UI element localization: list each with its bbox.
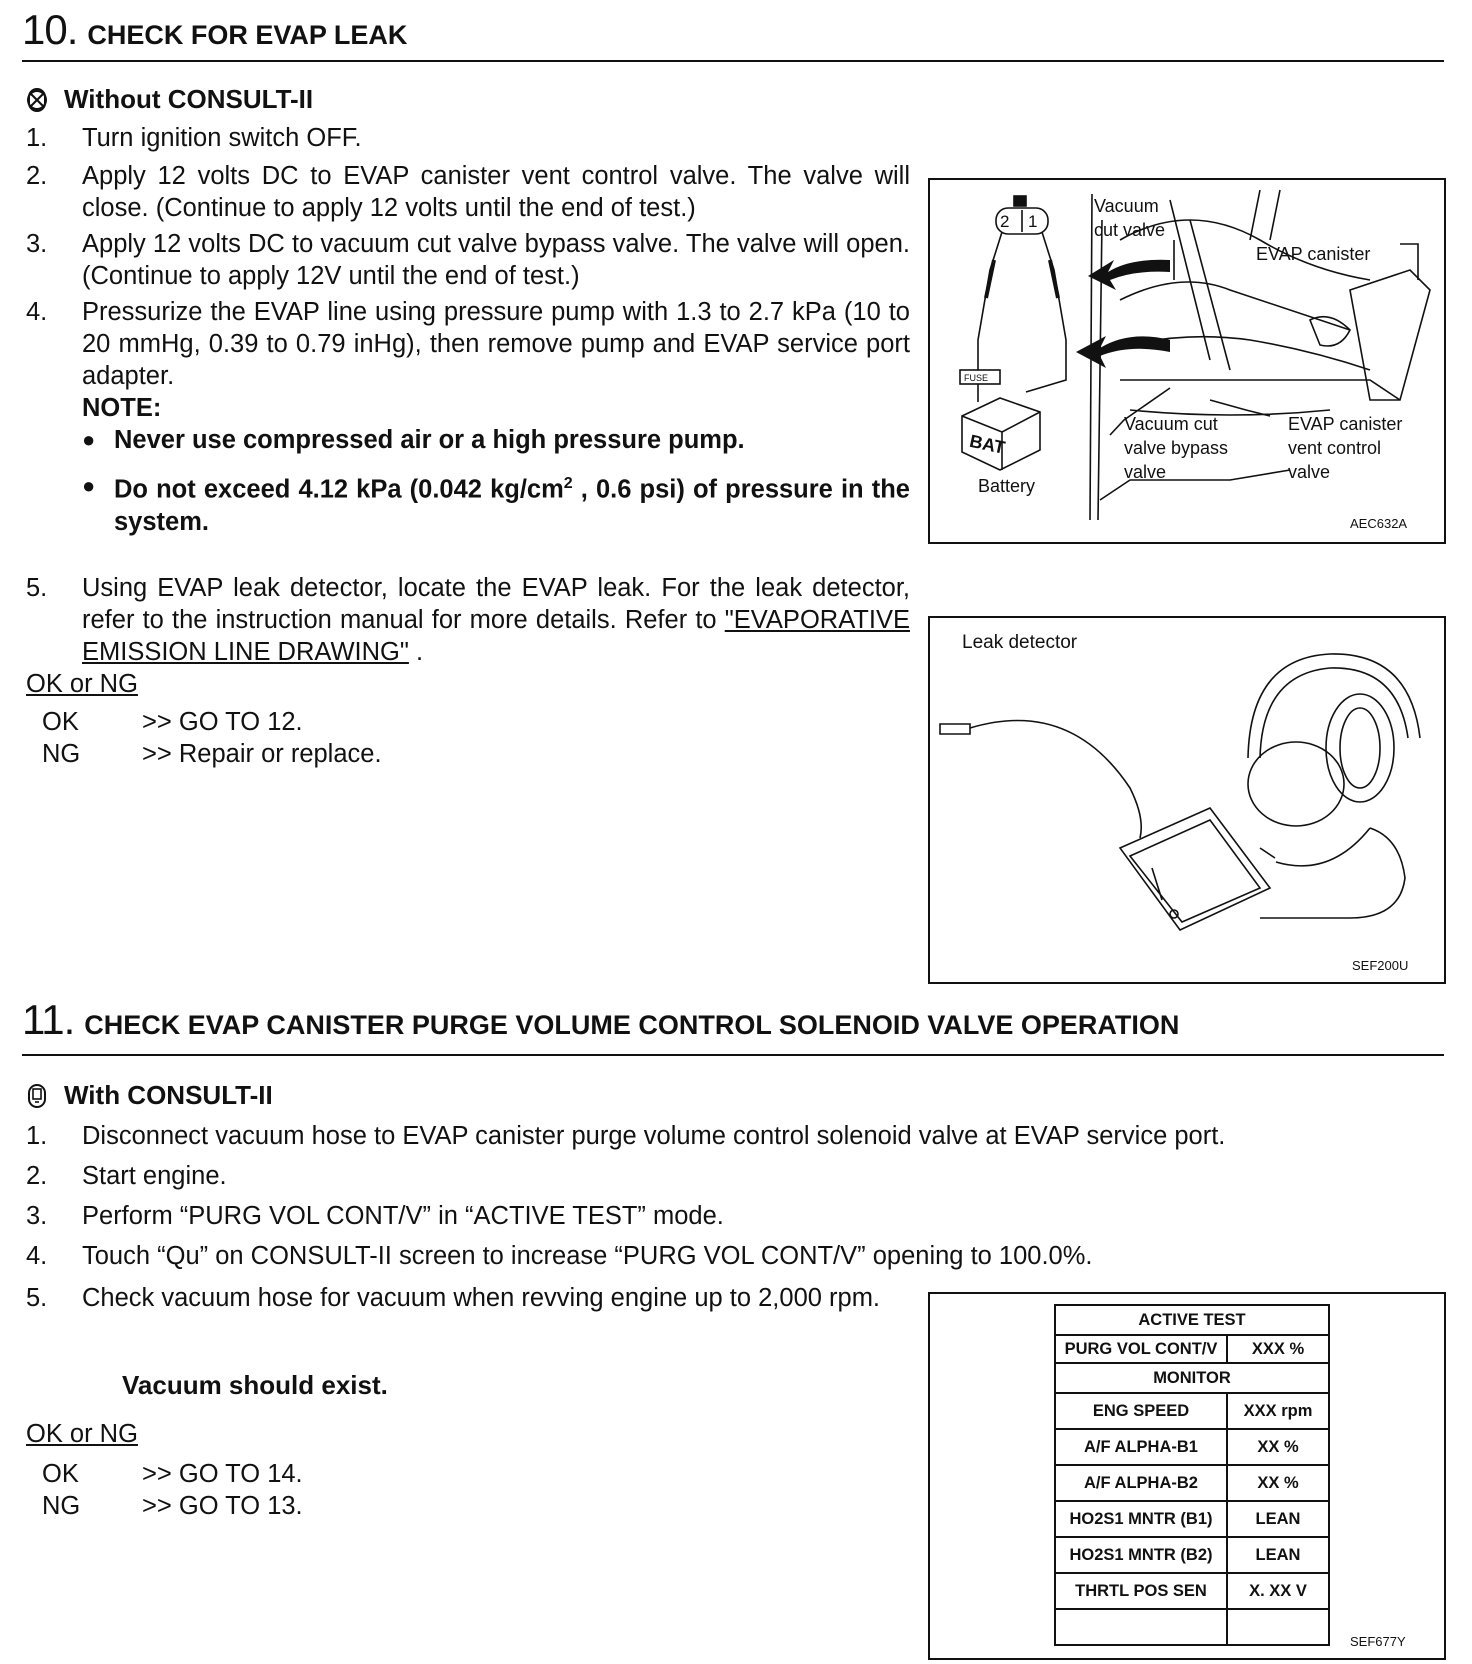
purg-value: XXX % <box>1227 1335 1329 1363</box>
step-number: 3. <box>26 1202 48 1230</box>
consult-icon <box>26 1083 48 1109</box>
list-item <box>26 296 910 392</box>
empty-cell <box>1227 1609 1329 1645</box>
step-text: Turn ignition switch OFF. <box>82 124 362 152</box>
label-leak-detector: Leak detector <box>962 632 1078 653</box>
list-item <box>26 1282 910 1314</box>
section-title: CHECK EVAP CANISTER PURGE VOLUME CONTROL SOLENOID VALVE OPERATION <box>84 1010 1180 1040</box>
spec-text: Vacuum should exist. <box>122 1370 388 1400</box>
ok-or-ng-label: OK or NG <box>26 670 138 698</box>
evap-line-drawing-link[interactable]: "EVAPORATIVE EMISSION LINE DRAWING" <box>82 606 910 666</box>
active-test-header: ACTIVE TEST <box>1055 1305 1329 1335</box>
bullet-text: Do not exceed 4.12 kPa (0.042 $kg/cm^2$ , 0.6 psi) of pressure in the system. <box>114 475 910 536</box>
result-ng: NG >> Repair or replace. <box>42 740 382 768</box>
active-test-table <box>1054 1304 1330 1646</box>
monitor-value: XX % <box>1227 1429 1329 1465</box>
step-number: 2. <box>26 162 48 190</box>
engine-bay-illustration <box>930 180 1444 542</box>
label-vacuum: Vacuum <box>1094 196 1159 216</box>
section-title: CHECK FOR EVAP LEAK <box>87 20 408 50</box>
step-text: Apply 12 volts DC to vacuum cut valve bypass valve. The valve will open. (Continue to apply 12V until the end of test.) <box>82 230 910 290</box>
note-label: NOTE: <box>82 394 162 422</box>
evap-canister-diagram <box>928 178 1446 544</box>
step-number: 1. <box>26 1122 48 1150</box>
connector-pin-1: 1 <box>1028 212 1038 231</box>
step-text: Apply 12 volts DC to EVAP canister vent control valve. The valve will close. (Continue to apply 12 volts until the end of test.) <box>82 162 910 222</box>
label-bat: BAT <box>967 430 1007 458</box>
leak-detector-figure <box>928 616 1446 984</box>
figure-code: AEC632A <box>1350 516 1408 531</box>
section-number: 10. <box>22 6 78 53</box>
list-item <box>26 1200 1446 1232</box>
step-text: Touch “Qu” on CONSULT-II screen to increase “PURG VOL CONT/V” opening to 100.0%. <box>82 1242 1093 1270</box>
bullet-text: Never use compressed air or a high pressure pump. <box>114 426 745 454</box>
label-vent-3: valve <box>1288 462 1331 482</box>
step-number: 5. <box>26 574 48 602</box>
result-ng: NG >> GO TO 13. <box>42 1492 303 1520</box>
figure-code: SEF200U <box>1352 958 1409 973</box>
list-item <box>26 1240 1446 1272</box>
divider <box>22 60 1444 62</box>
section-11-header <box>22 996 1179 1044</box>
label-evap-canister: EVAP canister <box>1256 244 1371 264</box>
subhead-text: With CONSULT-II <box>64 1080 273 1110</box>
list-item <box>26 1120 1446 1152</box>
monitor-label: A/F ALPHA-B1 <box>1055 1429 1227 1465</box>
monitor-value: XX % <box>1227 1465 1329 1501</box>
figure-code: SEF677Y <box>1350 1634 1406 1649</box>
label-bypass-3: valve <box>1124 462 1167 482</box>
step-number: 2. <box>26 1162 48 1190</box>
step-text: Pressurize the EVAP line using pressure pump with 1.3 to 2.7 kPa (10 to 20 mmHg, 0.39 to 0.79 inHg), then remove pump and EVAP service port adapter. <box>82 298 910 390</box>
note-bullet: ● Never use compressed air or a high pressure pump. <box>82 426 745 454</box>
step-number: 3. <box>26 230 48 258</box>
result-ok: OK >> GO TO 14. <box>42 1460 303 1488</box>
monitor-label: HO2S1 MNTR (B2) <box>1055 1537 1227 1573</box>
connector-pin-2: 2 <box>1000 212 1010 231</box>
label-cut-valve: cut valve <box>1094 220 1166 240</box>
monitor-label: HO2S1 MNTR (B1) <box>1055 1501 1227 1537</box>
without-consult-subhead <box>26 84 313 115</box>
monitor-header: MONITOR <box>1055 1363 1329 1393</box>
list-item <box>26 1160 1446 1192</box>
label-vent-1: EVAP canister <box>1288 414 1403 434</box>
step-number: 4. <box>26 1242 48 1270</box>
label-bypass-1: Vacuum cut <box>1124 414 1218 434</box>
step-number: 1. <box>26 124 48 152</box>
label-battery: Battery <box>978 476 1036 496</box>
list-item <box>26 228 910 292</box>
monitor-label: THRTL POS SEN <box>1055 1573 1227 1609</box>
leak-detector-illustration <box>930 618 1444 982</box>
step-text: Disconnect vacuum hose to EVAP canister purge volume control solenoid valve at EVAP service port. <box>82 1122 1226 1150</box>
list-item <box>26 160 910 224</box>
monitor-value: XXX rpm <box>1227 1393 1329 1429</box>
ok-or-ng-label: OK or NG <box>26 1420 138 1448</box>
monitor-value: LEAN <box>1227 1501 1329 1537</box>
label-fuse: FUSE <box>964 373 989 383</box>
label-bypass-2: valve bypass <box>1124 438 1229 458</box>
result-ok: OK >> GO TO 12. <box>42 708 303 736</box>
list-item <box>26 122 856 154</box>
active-test-screen-figure <box>928 1292 1446 1660</box>
monitor-value: LEAN <box>1227 1537 1329 1573</box>
empty-cell <box>1055 1609 1227 1645</box>
label-vent-2: vent control <box>1288 438 1382 458</box>
purg-label: PURG VOL CONT/V <box>1055 1335 1227 1363</box>
step-text: Check vacuum hose for vacuum when revving engine up to 2,000 rpm. <box>82 1284 881 1312</box>
step-number: 4. <box>26 298 48 326</box>
subhead-text: Without CONSULT-II <box>64 84 314 114</box>
monitor-value: X. XX V <box>1227 1573 1329 1609</box>
note-bullet: ● Do not exceed 4.12 kPa (0.042 $kg/cm^2$ , 0.6 psi) of pressure in the system. <box>82 468 910 538</box>
step-text: Perform “PURG VOL CONT/V” in “ACTIVE TEST” mode. <box>82 1202 724 1230</box>
step-text: Using EVAP leak detector, locate the EVAP leak. For the leak detector, refer to the instruction manual for more details. Refer to "EVAPORATIVE EMISSION LINE DRAWING" . <box>82 574 910 666</box>
section-10-header <box>22 6 407 54</box>
no-consult-icon <box>26 87 48 113</box>
divider <box>22 1054 1444 1056</box>
step-number: 5. <box>26 1284 48 1312</box>
monitor-label: A/F ALPHA-B2 <box>1055 1465 1227 1501</box>
with-consult-subhead <box>26 1080 273 1111</box>
section-number: 11. <box>22 996 75 1043</box>
monitor-label: ENG SPEED <box>1055 1393 1227 1429</box>
step-text: Start engine. <box>82 1162 227 1190</box>
list-item <box>26 572 910 668</box>
